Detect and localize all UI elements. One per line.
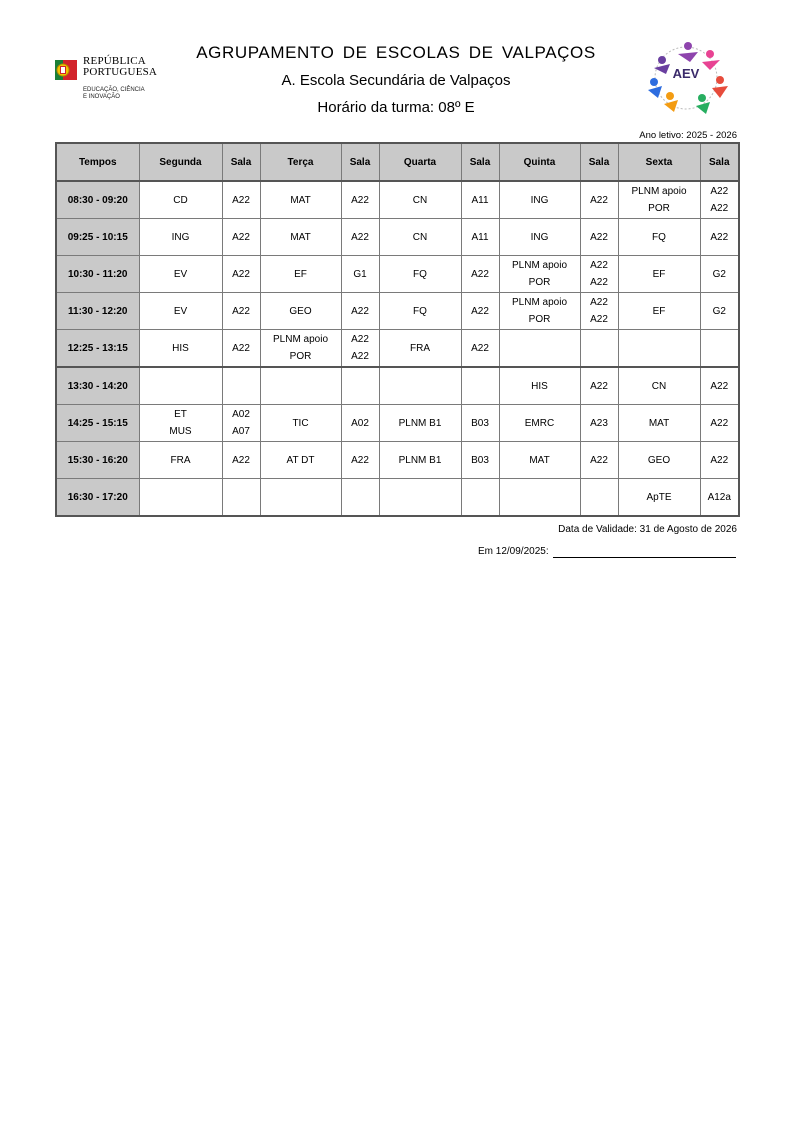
subject-cell <box>499 256 580 293</box>
subject-cell <box>618 181 700 219</box>
room-cell <box>341 330 379 368</box>
cell-text: A22 <box>710 454 729 466</box>
cell-text: CN <box>651 380 667 392</box>
table-row <box>56 367 739 405</box>
table-row <box>56 219 739 256</box>
cell-text: B03 <box>471 417 489 429</box>
cell-text: G2 <box>712 268 726 280</box>
subject-cell <box>379 219 461 256</box>
subject-cell <box>139 293 222 330</box>
time-slot-cell <box>56 219 139 256</box>
cell-text: PLNM B1 <box>398 417 442 429</box>
time-slot-cell <box>56 293 139 330</box>
subject-cell <box>260 330 341 368</box>
subject-cell <box>379 479 461 517</box>
subject-cell <box>260 293 341 330</box>
cell-text: 12:25 - 13:15 <box>67 342 128 354</box>
time-slot-cell <box>56 405 139 442</box>
cell-text: B03 <box>471 454 489 466</box>
ministry-name: EDUCAÇÃO, CIÊNCIA E INOVAÇÃO <box>83 87 145 100</box>
subject-cell <box>139 256 222 293</box>
room-cell <box>222 405 260 442</box>
cell-text: A22 A22 <box>590 260 608 288</box>
cell-text: 14:25 - 15:15 <box>67 417 128 429</box>
cell-text: EF <box>294 268 307 280</box>
cell-text: G1 <box>353 268 367 280</box>
subject-cell <box>618 256 700 293</box>
cell-text: A22 A22 <box>590 297 608 325</box>
cell-text: A22 <box>351 305 369 317</box>
government-name: REPÚBLICA PORTUGUESA <box>83 55 158 78</box>
room-cell <box>700 219 739 256</box>
room-cell <box>580 442 618 479</box>
class-label: Horário da turma: 08º E <box>317 99 475 116</box>
subject-cell <box>260 219 341 256</box>
cell-text: PLNM apoio POR <box>272 334 329 362</box>
time-slot-cell <box>56 181 139 219</box>
cell-text: A02 A07 <box>232 409 250 437</box>
cell-text: A12a <box>707 491 731 503</box>
subject-cell <box>260 367 341 405</box>
subject-cell <box>139 442 222 479</box>
room-cell <box>222 442 260 479</box>
cell-text: A22 <box>471 268 489 280</box>
subject-cell <box>260 405 341 442</box>
cell-text: MAT <box>529 454 550 466</box>
subject-cell <box>139 181 222 219</box>
subject-cell <box>618 442 700 479</box>
subject-cell <box>379 181 461 219</box>
table-body <box>56 181 739 516</box>
subject-cell <box>260 442 341 479</box>
cell-text: 13:30 - 14:20 <box>67 380 128 392</box>
subject-cell <box>260 479 341 517</box>
cell-text: CN <box>412 194 428 206</box>
portugal-emblem-icon <box>55 56 77 84</box>
cell-text: TIC <box>292 417 309 429</box>
room-cell <box>341 181 379 219</box>
cell-text: A22 <box>710 417 729 429</box>
cell-text: A22 <box>232 342 250 354</box>
cell-text: ING <box>530 194 549 206</box>
cell-text: GEO <box>647 454 671 466</box>
room-cell <box>222 330 260 368</box>
cell-text: A22 <box>471 342 489 354</box>
cell-text: A22 <box>232 454 250 466</box>
cell-text: A23 <box>590 417 608 429</box>
room-cell <box>700 293 739 330</box>
table-row <box>56 181 739 219</box>
room-cell <box>461 330 499 368</box>
cell-text: HIS <box>531 380 548 392</box>
cell-text: PLNM B1 <box>398 454 442 466</box>
room-cell <box>580 293 618 330</box>
cell-text: A22 A22 <box>710 186 729 214</box>
subject-cell <box>499 293 580 330</box>
time-slot-cell <box>56 256 139 293</box>
room-cell <box>461 479 499 517</box>
subject-cell <box>499 442 580 479</box>
room-cell <box>580 330 618 368</box>
subject-cell <box>618 293 700 330</box>
header-cell: Sala <box>341 143 379 181</box>
cell-text: GEO <box>289 305 312 317</box>
subject-cell <box>139 330 222 368</box>
room-cell <box>580 479 618 517</box>
subject-cell <box>618 479 700 517</box>
cell-text: MAT <box>290 231 311 243</box>
subject-cell <box>499 405 580 442</box>
signature-label: Em 12/09/2025: <box>478 546 549 557</box>
cell-text: 09:25 - 10:15 <box>67 231 128 243</box>
cell-text: A02 <box>351 417 369 429</box>
cell-text: EF <box>652 268 666 280</box>
cell-text: A22 <box>710 380 729 392</box>
cell-text: A22 <box>232 231 250 243</box>
signature-line <box>553 557 736 558</box>
room-cell <box>222 293 260 330</box>
header-cell: Sexta <box>618 143 700 181</box>
room-cell <box>461 293 499 330</box>
subject-cell <box>379 256 461 293</box>
header-cell: Quarta <box>379 143 461 181</box>
room-cell <box>700 479 739 517</box>
cell-text: PLNM apoio POR <box>511 297 568 325</box>
table-row <box>56 293 739 330</box>
room-cell <box>222 256 260 293</box>
room-cell <box>700 367 739 405</box>
cell-text: 10:30 - 11:20 <box>68 268 128 280</box>
cell-text: MAT <box>648 417 670 429</box>
cell-text: 11:30 - 12:20 <box>68 305 128 317</box>
room-cell <box>461 219 499 256</box>
room-cell <box>341 256 379 293</box>
room-cell <box>341 405 379 442</box>
room-cell <box>222 367 260 405</box>
subject-cell <box>499 330 580 368</box>
subject-cell <box>260 256 341 293</box>
subject-cell <box>499 219 580 256</box>
room-cell <box>222 219 260 256</box>
room-cell <box>341 442 379 479</box>
room-cell <box>461 367 499 405</box>
school-year: Ano letivo: 2025 - 2026 <box>639 130 737 141</box>
cell-text: AT DT <box>286 454 315 466</box>
validity-date: Data de Validade: 31 de Agosto de 2026 <box>558 524 737 535</box>
room-cell <box>341 219 379 256</box>
header-cell: Terça <box>260 143 341 181</box>
table-row <box>56 479 739 517</box>
cell-text: A22 <box>351 194 369 206</box>
room-cell <box>580 367 618 405</box>
header-cell: Sala <box>580 143 618 181</box>
class-schedule-table <box>55 142 740 517</box>
cell-text: PLNM apoio POR <box>631 186 687 214</box>
cell-text: EV <box>173 305 188 317</box>
room-cell <box>700 405 739 442</box>
cell-text: FQ <box>413 268 427 280</box>
table-row <box>56 405 739 442</box>
header-cell: Sala <box>700 143 739 181</box>
room-cell <box>700 330 739 368</box>
room-cell <box>580 219 618 256</box>
table-row <box>56 442 739 479</box>
cell-text: ING <box>171 231 190 243</box>
cell-text: A22 <box>232 194 250 206</box>
subject-cell <box>618 219 700 256</box>
school-logo-text: AEV <box>672 66 700 81</box>
time-slot-cell <box>56 330 139 368</box>
room-cell <box>341 367 379 405</box>
cell-text: A22 <box>590 454 608 466</box>
room-cell <box>341 479 379 517</box>
cell-text: ET MUS <box>169 409 192 437</box>
room-cell <box>580 181 618 219</box>
subject-cell <box>499 479 580 517</box>
cell-text: A11 <box>471 194 489 206</box>
time-slot-cell <box>56 367 139 405</box>
subject-cell <box>379 330 461 368</box>
subject-cell <box>618 367 700 405</box>
cell-text: CN <box>412 231 428 243</box>
subject-cell <box>379 367 461 405</box>
cell-text: A22 <box>590 231 608 243</box>
cell-text: FRA <box>410 342 430 354</box>
room-cell <box>222 479 260 517</box>
subject-cell <box>139 367 222 405</box>
cell-text: G2 <box>712 305 726 317</box>
cell-text: EMRC <box>524 417 555 429</box>
room-cell <box>461 405 499 442</box>
subject-cell <box>139 405 222 442</box>
school-logo <box>640 38 732 114</box>
header-cell: Sala <box>461 143 499 181</box>
cell-text: A11 <box>471 231 489 243</box>
subject-cell <box>260 181 341 219</box>
room-cell <box>700 256 739 293</box>
cell-text: PLNM apoio POR <box>511 260 568 288</box>
cell-text: EF <box>652 305 666 317</box>
cell-text: A22 <box>590 194 608 206</box>
cell-text: 16:30 - 17:20 <box>67 491 128 503</box>
room-cell <box>461 256 499 293</box>
subject-cell <box>139 479 222 517</box>
subject-cell <box>139 219 222 256</box>
room-cell <box>700 442 739 479</box>
subject-cell <box>379 405 461 442</box>
page-title: AGRUPAMENTO DE ESCOLAS DE VALPAÇOS <box>196 43 596 62</box>
cell-text: A22 A22 <box>351 334 369 362</box>
cell-text: A22 <box>351 454 369 466</box>
header-time: Tempos <box>56 143 139 181</box>
cell-text: CD <box>173 194 188 206</box>
cell-text: HIS <box>172 342 189 354</box>
cell-text: FQ <box>413 305 427 317</box>
cell-text: FQ <box>652 231 666 243</box>
cell-text: FRA <box>170 454 191 466</box>
header-cell: Sala <box>222 143 260 181</box>
cell-text: MAT <box>290 194 311 206</box>
subject-cell <box>618 330 700 368</box>
room-cell <box>222 181 260 219</box>
subject-cell <box>499 367 580 405</box>
cell-text: 15:30 - 16:20 <box>67 454 128 466</box>
cell-text: ApTE <box>646 491 672 503</box>
room-cell <box>580 256 618 293</box>
subject-cell <box>499 181 580 219</box>
header-cell: Segunda <box>139 143 222 181</box>
table-row <box>56 256 739 293</box>
cell-text: A22 <box>471 305 489 317</box>
room-cell <box>461 181 499 219</box>
table-row <box>56 330 739 368</box>
school-name: A. Escola Secundária de Valpaços <box>281 72 511 89</box>
room-cell <box>341 293 379 330</box>
room-cell <box>461 442 499 479</box>
room-cell <box>700 181 739 219</box>
cell-text: 08:30 - 09:20 <box>67 194 128 206</box>
header-cell: Quinta <box>499 143 580 181</box>
cell-text: A22 <box>710 231 729 243</box>
cell-text: A22 <box>590 380 608 392</box>
table-header-row <box>56 143 739 181</box>
cell-text: EV <box>173 268 188 280</box>
subject-cell <box>379 293 461 330</box>
cell-text: A22 <box>232 268 250 280</box>
subject-cell <box>618 405 700 442</box>
cell-text: A22 <box>351 231 369 243</box>
time-slot-cell <box>56 479 139 517</box>
cell-text: ING <box>530 231 549 243</box>
time-slot-cell <box>56 442 139 479</box>
subject-cell <box>379 442 461 479</box>
cell-text: A22 <box>232 305 250 317</box>
room-cell <box>580 405 618 442</box>
